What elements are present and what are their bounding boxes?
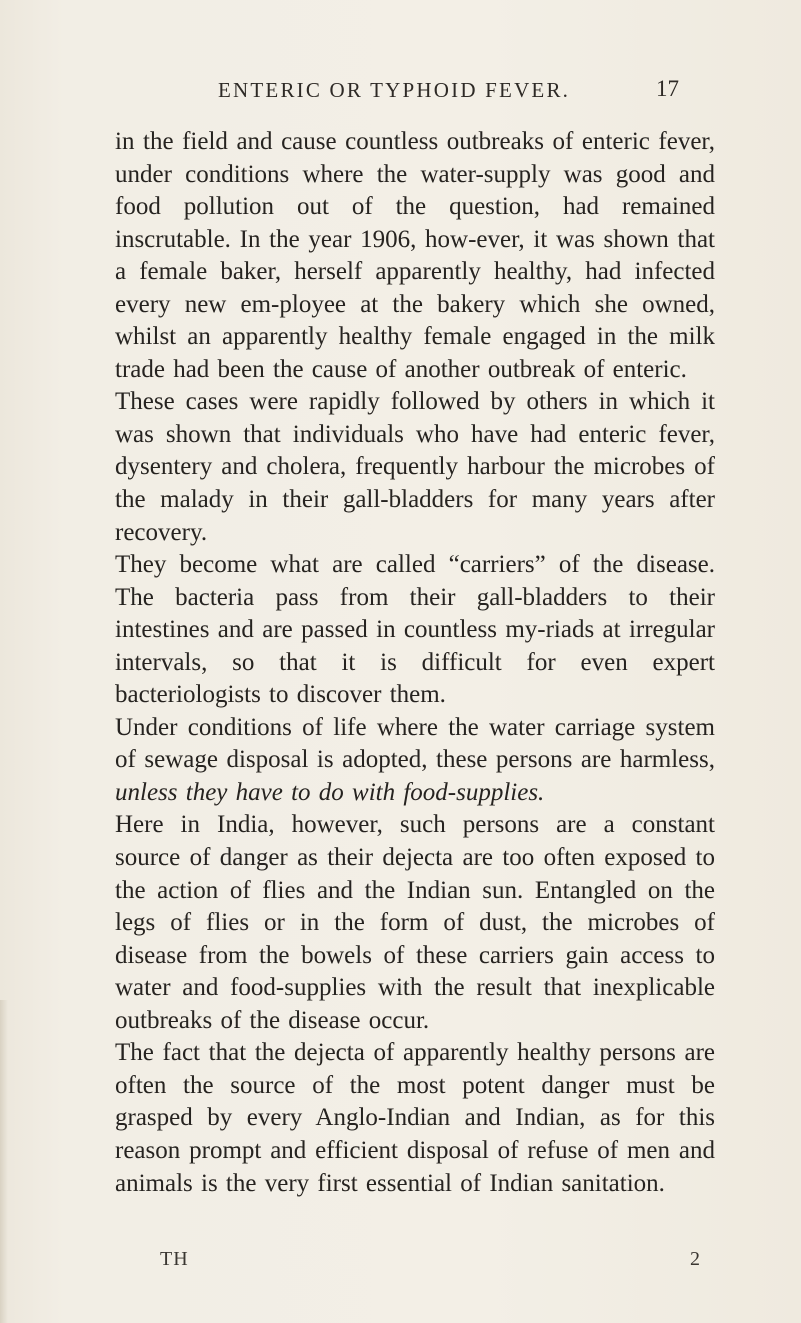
paragraph-p4 [115, 712, 715, 810]
body-text [115, 126, 715, 1200]
running-title: ENTERIC OR TYPHOID FEVER. [218, 78, 571, 102]
paragraph-p2 [115, 386, 715, 549]
paragraph-p5 [115, 809, 715, 1037]
running-head [0, 78, 801, 108]
paragraph-p1 [115, 126, 715, 386]
paragraph-text: in the field and cause countless outbreaks of enteric fever, under conditions where the water-supply was good and food pollution out of the question, had remained inscrutable. In the year 1906, how-ever, it was shown that a female baker, herself apparently healthy, had infected every new em-ployee at the bakery which she owned, whilst an apparently healthy female engaged in the milk trade had been the cause of another outbreak of enteric. [115, 128, 715, 383]
sheet-number: 2 [690, 1248, 700, 1270]
paragraph-p3 [115, 549, 715, 712]
page-number: 17 [656, 76, 679, 101]
italic-emphasis: unless they have to do with food-supplies. [115, 778, 545, 806]
paragraph-text: They become what are called “carriers” of the disease. The bacteria pass from their gall-bladders to their intestines and are passed in countless my-riads at irregular intervals, so that it is difficult for even expert bacteriologists to discover them. [115, 551, 715, 709]
signature-mark: TH [160, 1248, 189, 1270]
page-footer [0, 1248, 801, 1278]
paragraph-text: Under conditions of life where the water carriage system of sewage disposal is adopted, these persons are harmless, [115, 713, 715, 774]
paragraph-text: Here in India, however, such persons are a constant source of danger as their dejecta are too often exposed to the action of flies and the Indian sun. Entangled on the legs of flies or in the form of dust, the microbes of disease from the bowels of these carriers gain access to water and food-supplies with the result that inexplicable outbreaks of the disease occur. [115, 811, 715, 1034]
paragraph-p6 [115, 1037, 715, 1200]
paragraph-text: These cases were rapidly followed by others in which it was shown that individuals who have had enteric fever, dysentery and cholera, frequently harbour the microbes of the malady in their gall-bladders for many years after recovery. [115, 388, 715, 546]
paragraph-text: The fact that the dejecta of apparently healthy persons are often the source of the most potent danger must be grasped by every Anglo-Indian and Indian, as for this reason prompt and efficient disposal of refuse of men and animals is the very first essential of Indian sanitation. [115, 1039, 715, 1197]
